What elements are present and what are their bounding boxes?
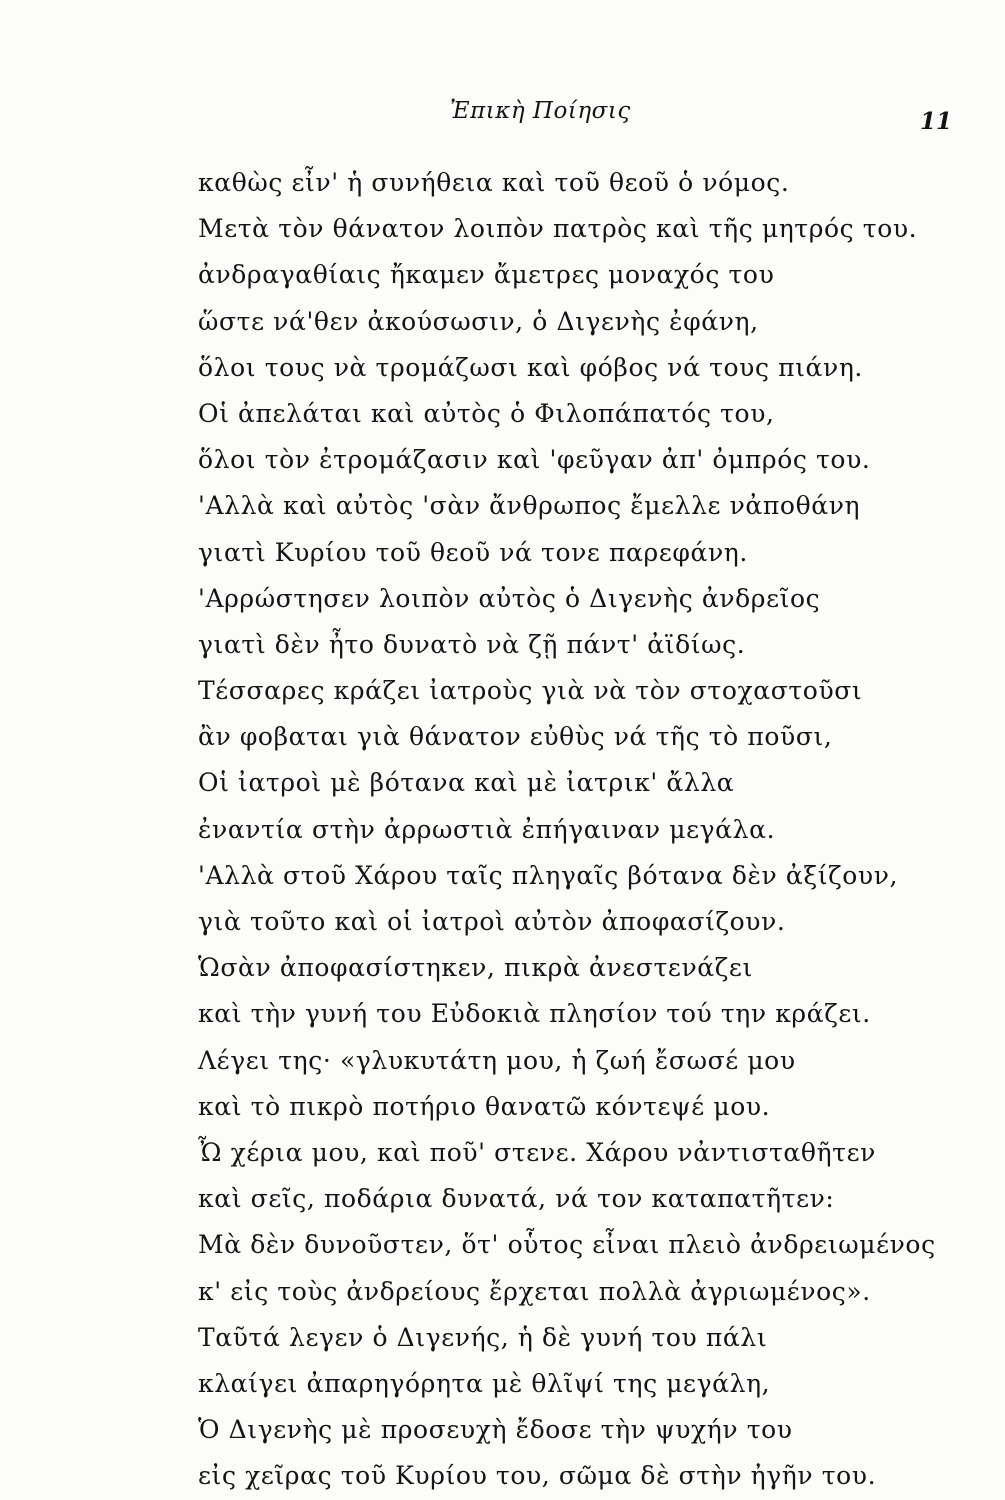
verse-line: καθὼς εἶν' ἡ συνήθεια καὶ τοῦ θεοῦ ὁ νόμος. xyxy=(198,168,790,197)
verse-line: Οἱ ἀπελάται καὶ αὐτὸς ὁ Φιλοπάπατός του, xyxy=(198,398,775,428)
verse-line: γιατὶ Κυρίου τοῦ θεοῦ νά τονε παρεφάνη. xyxy=(198,537,748,567)
verse-line: γιατὶ δὲν ἦτο δυνατὸ νὰ ζῇ πάντ' ἀϊδίως. xyxy=(198,629,746,659)
verse-line: ὥστε νά'θεν ἀκούσωσιν, ὁ Διγενὴς ἐφάνη, xyxy=(198,306,759,336)
verse-line: εἰς χεῖρας τοῦ Κυρίου του, σῶμα δὲ στὴν ἠγῆν του. xyxy=(198,1461,877,1491)
verse-line: Μετὰ τὸν θάνατον λοιπὸν πατρὸς καὶ τῆς μητρός του. xyxy=(198,214,918,244)
verse-line: Λέγει της· «γλυκυτάτη μου, ἡ ζωή ἔσωσέ μου xyxy=(198,1045,796,1075)
verse-line: Ὡσὰν ἀποφασίστηκεν, πικρὰ ἀνεστενάζει xyxy=(198,953,753,983)
verse-line: Τέσσαρες κράζει ἰατροὺς γιὰ νὰ τὸν στοχαστοῦσι xyxy=(198,676,863,706)
verse-line: 'Αλλὰ καὶ αὐτὸς 'σὰν ἄνθρωπος ἔμελλε νἀποθάνη xyxy=(198,491,861,521)
verse-line: καὶ τὴν γυνή του Εὐδοκιὰ πλησίον τού την κράζει. xyxy=(198,999,871,1029)
verse-line: Μὰ δὲν δυνοῦστεν, ὅτ' οὗτος εἶναι πλειὸ ἀνδρειωμένος xyxy=(198,1230,936,1260)
verse-line: ἂν φοβαται γιὰ θάνατον εὐθὺς νά τῆς τὸ ποῦσι, xyxy=(198,722,833,752)
verse-line: 'Αλλὰ στοῦ Χάρου ταῖς πληγαῖς βότανα δὲν ἀξίζουν, xyxy=(198,860,899,890)
verse-line: ἐναντία στὴν ἀρρωστιὰ ἐπήγαιναν μεγάλα. xyxy=(198,814,776,844)
verse-line: Ὁ Διγενὴς μὲ προσευχὴ ἔδοσε τὴν ψυχήν του xyxy=(198,1415,793,1445)
verse-line: κλαίγει ἀπαρηγόρητα μὲ θλῖψί της μεγάλη, xyxy=(198,1368,771,1398)
verse-line: Ὦ χέρια μου, καὶ ποῦ' στενε. Χάρου νἀντισταθῆτεν xyxy=(198,1137,876,1167)
verse-line: ὅλοι τους νὰ τρομάζωσι καὶ φόβος νά τους πιάνη. xyxy=(198,352,863,382)
poem-text xyxy=(198,160,958,1499)
page-number: 11 xyxy=(920,108,953,135)
verse-line: γιὰ τοῦτο καὶ οἱ ἰατροὶ αὐτὸν ἀποφασίζουν. xyxy=(198,907,786,936)
verse-line: ἀνδραγαθίαις ἤκαμεν ἄμετρες μοναχός του xyxy=(198,260,775,290)
running-title: Ἐπικὴ Ποίησις xyxy=(450,98,631,124)
verse-line: 'Αρρώστησεν λοιπὸν αὐτὸς ὁ Διγενὴς ἀνδρεῖος xyxy=(198,583,821,613)
verse-line: ὅλοι τὸν ἐτρομάζασιν καὶ 'φεῦγαν ἀπ' ὀμπρός του. xyxy=(198,445,871,475)
verse-line: Ταῦτά λεγεν ὁ Διγενής, ἡ δὲ γυνή του πάλι xyxy=(198,1322,768,1352)
verse-line: Οἱ ἰατροὶ μὲ βότανα καὶ μὲ ἰατρικ' ἄλλα xyxy=(198,768,735,798)
verse-line: καὶ τὸ πικρὸ ποτήριο θανατῶ κόντεψέ μου. xyxy=(198,1091,771,1121)
verse-line: κ' εἰς τοὺς ἀνδρείους ἔρχεται πολλὰ ἀγριωμένος». xyxy=(198,1276,871,1306)
verse-line: καὶ σεῖς, ποδάρια δυνατά, νά τον καταπατῆτεν: xyxy=(198,1184,835,1214)
